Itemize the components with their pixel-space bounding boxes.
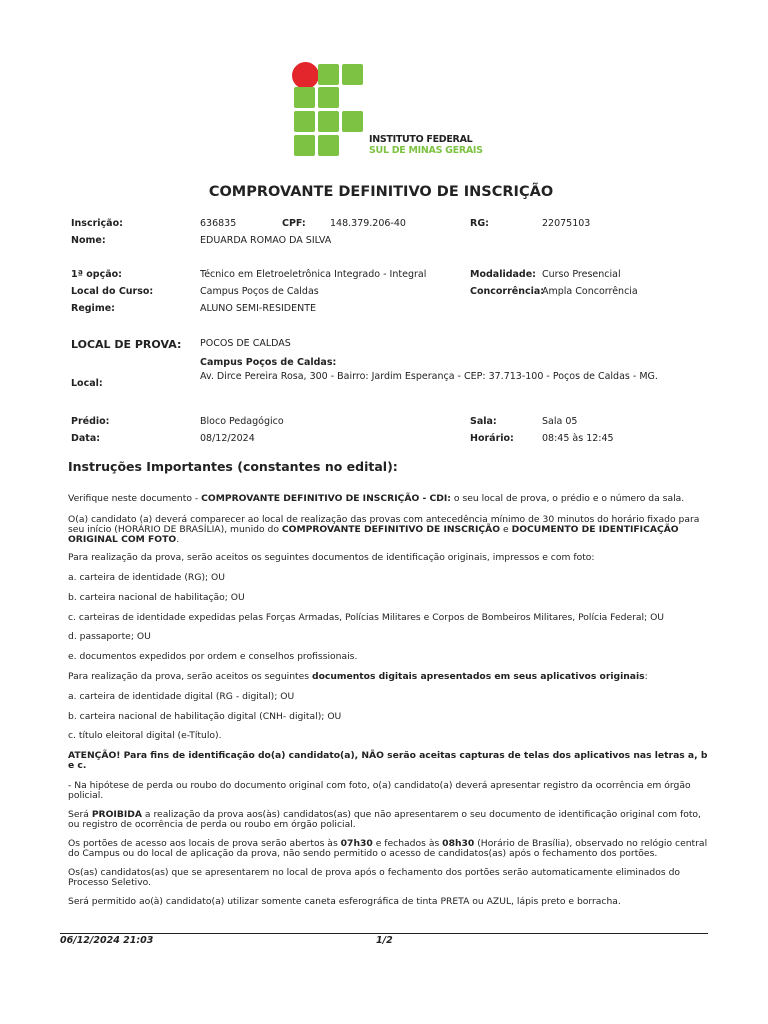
inscricao-value: 636835: [200, 218, 237, 229]
instruction-paragraph: Verifique neste documento - COMPROVANTE DEFINITIVO DE INSCRIÇÃO - CDI: o seu local de prova, o prédio e o número da sala.: [68, 493, 685, 504]
instruction-list-item: b. carteira nacional de habilitação; OU: [68, 592, 245, 603]
instruction-list-item: b. carteira nacional de habilitação digital (CNH- digital); OU: [68, 711, 342, 722]
address-value: Av. Dirce Pereira Rosa, 300 - Bairro: Jardim Esperança - CEP: 37.713-100 - Poços de Caldas - MG.: [200, 371, 658, 382]
instruction-list-item: a. carteira de identidade (RG); OU: [68, 572, 225, 583]
local-curso-value: Campus Poços de Caldas: [200, 286, 319, 297]
logo-text-line1: INSTITUTO FEDERAL: [369, 134, 473, 145]
instruction-list-item: c. título eleitoral digital (e-Título).: [68, 730, 222, 741]
instructions-heading: Instruções Importantes (constantes no edital):: [68, 459, 398, 474]
footer-page-number: 1/2: [376, 935, 393, 946]
campus-name: Campus Poços de Caldas:: [200, 357, 337, 368]
nome-value: EDUARDA ROMAO DA SILVA: [200, 235, 332, 246]
cpf-label: CPF:: [282, 218, 306, 229]
horario-label: Horário:: [470, 433, 514, 444]
inscricao-label: Inscrição:: [71, 218, 123, 229]
local-label: Local:: [71, 378, 103, 389]
logo-red-circle: [292, 62, 319, 89]
local-curso-label: Local do Curso:: [71, 286, 154, 297]
sala-value: Sala 05: [542, 416, 578, 427]
predio-label: Prédio:: [71, 416, 110, 427]
nome-label: Nome:: [71, 235, 106, 246]
regime-label: Regime:: [71, 303, 115, 314]
opcao-label: 1ª opção:: [71, 269, 122, 280]
instruction-list-item: d. passaporte; OU: [68, 631, 151, 642]
local-prova-value: POCOS DE CALDAS: [200, 338, 291, 349]
sala-label: Sala:: [470, 416, 497, 427]
opcao-value: Técnico em Eletroeletrônica Integrado - Integral: [200, 269, 427, 280]
footer-divider: [60, 933, 708, 934]
rg-value: 22075103: [542, 218, 591, 229]
data-value: 08/12/2024: [200, 433, 255, 444]
instruction-paragraph: O(a) candidato (a) deverá comparecer ao local de realização das provas com antecedência mínimo de 30 minutos do horário fixado para seu início (HORÁRIO DE BRASÍLIA), munido do COMPROVANTE DEFINITIVO DE INSCRIÇÃO e DOCUMENTO DE IDENTIFICAÇÃO ORIGINAL COM FOTO.: [68, 514, 700, 545]
predio-value: Bloco Pedagógico: [200, 416, 284, 427]
institution-logo: [292, 62, 483, 160]
instruction-paragraph: Os(as) candidatos(as) que se apresentarem no local de prova após o fechamento dos portões serão automaticamente eliminados do Processo Seletivo.: [68, 867, 681, 888]
modalidade-label: Modalidade:: [470, 269, 536, 280]
instruction-paragraph: Para realização da prova, serão aceitos os seguintes documentos de identificação originais, impressos e com foto:: [68, 552, 595, 563]
data-label: Data:: [71, 433, 101, 444]
page-title: COMPROVANTE DEFINITIVO DE INSCRIÇÃO: [208, 184, 554, 200]
concorrencia-label: Concorrência:: [470, 286, 545, 297]
modalidade-value: Curso Presencial: [542, 269, 621, 280]
local-prova-label: LOCAL DE PROVA:: [71, 338, 182, 351]
horario-value: 08:45 às 12:45: [542, 433, 614, 444]
regime-value: ALUNO SEMI-RESIDENTE: [200, 303, 316, 314]
instruction-paragraph: Será permitido ao(à) candidato(a) utilizar somente caneta esferográfica de tinta PRETA ou AZUL, lápis preto e borracha.: [68, 896, 621, 907]
instruction-list-item: a. carteira de identidade digital (RG - digital); OU: [68, 691, 295, 702]
instruction-list-item: c. carteiras de identidade expedidas pelas Forças Armadas, Polícias Militares e Corpos de Bombeiros Militares, Polícia Federal; OU: [68, 612, 665, 623]
rg-label: RG:: [470, 218, 489, 229]
concorrencia-value: Ampla Concorrência: [542, 286, 638, 297]
attention-notice: ATENÇÃO! Para fins de identificação do(a) candidato(a), NÃO serão aceitas capturas de telas dos aplicativos nas letras a, b e c.: [68, 750, 708, 771]
cpf-value: 148.379.206-40: [330, 218, 406, 229]
footer-datetime: 06/12/2024 21:03: [60, 935, 154, 946]
instruction-paragraph: Para realização da prova, serão aceitos os seguintes documentos digitais apresentados em seus aplicativos originais:: [68, 671, 648, 682]
instruction-paragraph: - Na hipótese de perda ou roubo do documento original com foto, o(a) candidato(a) deverá apresentar registro da ocorrência em órgão policial.: [68, 780, 691, 801]
instruction-paragraph: Será PROIBIDA a realização da prova aos(às) candidatos(as) que não apresentarem o seu documento de identificação original com foto, ou registro de ocorrência de perda ou roubo em órgão policial.: [68, 809, 701, 830]
logo-text-line2: SUL DE MINAS GERAIS: [369, 145, 483, 156]
instruction-list-item: e. documentos expedidos por ordem e conselhos profissionais.: [68, 651, 358, 662]
instruction-paragraph: Os portões de acesso aos locais de prova serão abertos às 07h30 e fechados às 08h30 (Horário de Brasília), observado no relógio central do Campus ou do local de aplicação da prova, não sendo permitido o acesso de candidatos(as) após o fechamento dos portões.: [68, 838, 708, 859]
